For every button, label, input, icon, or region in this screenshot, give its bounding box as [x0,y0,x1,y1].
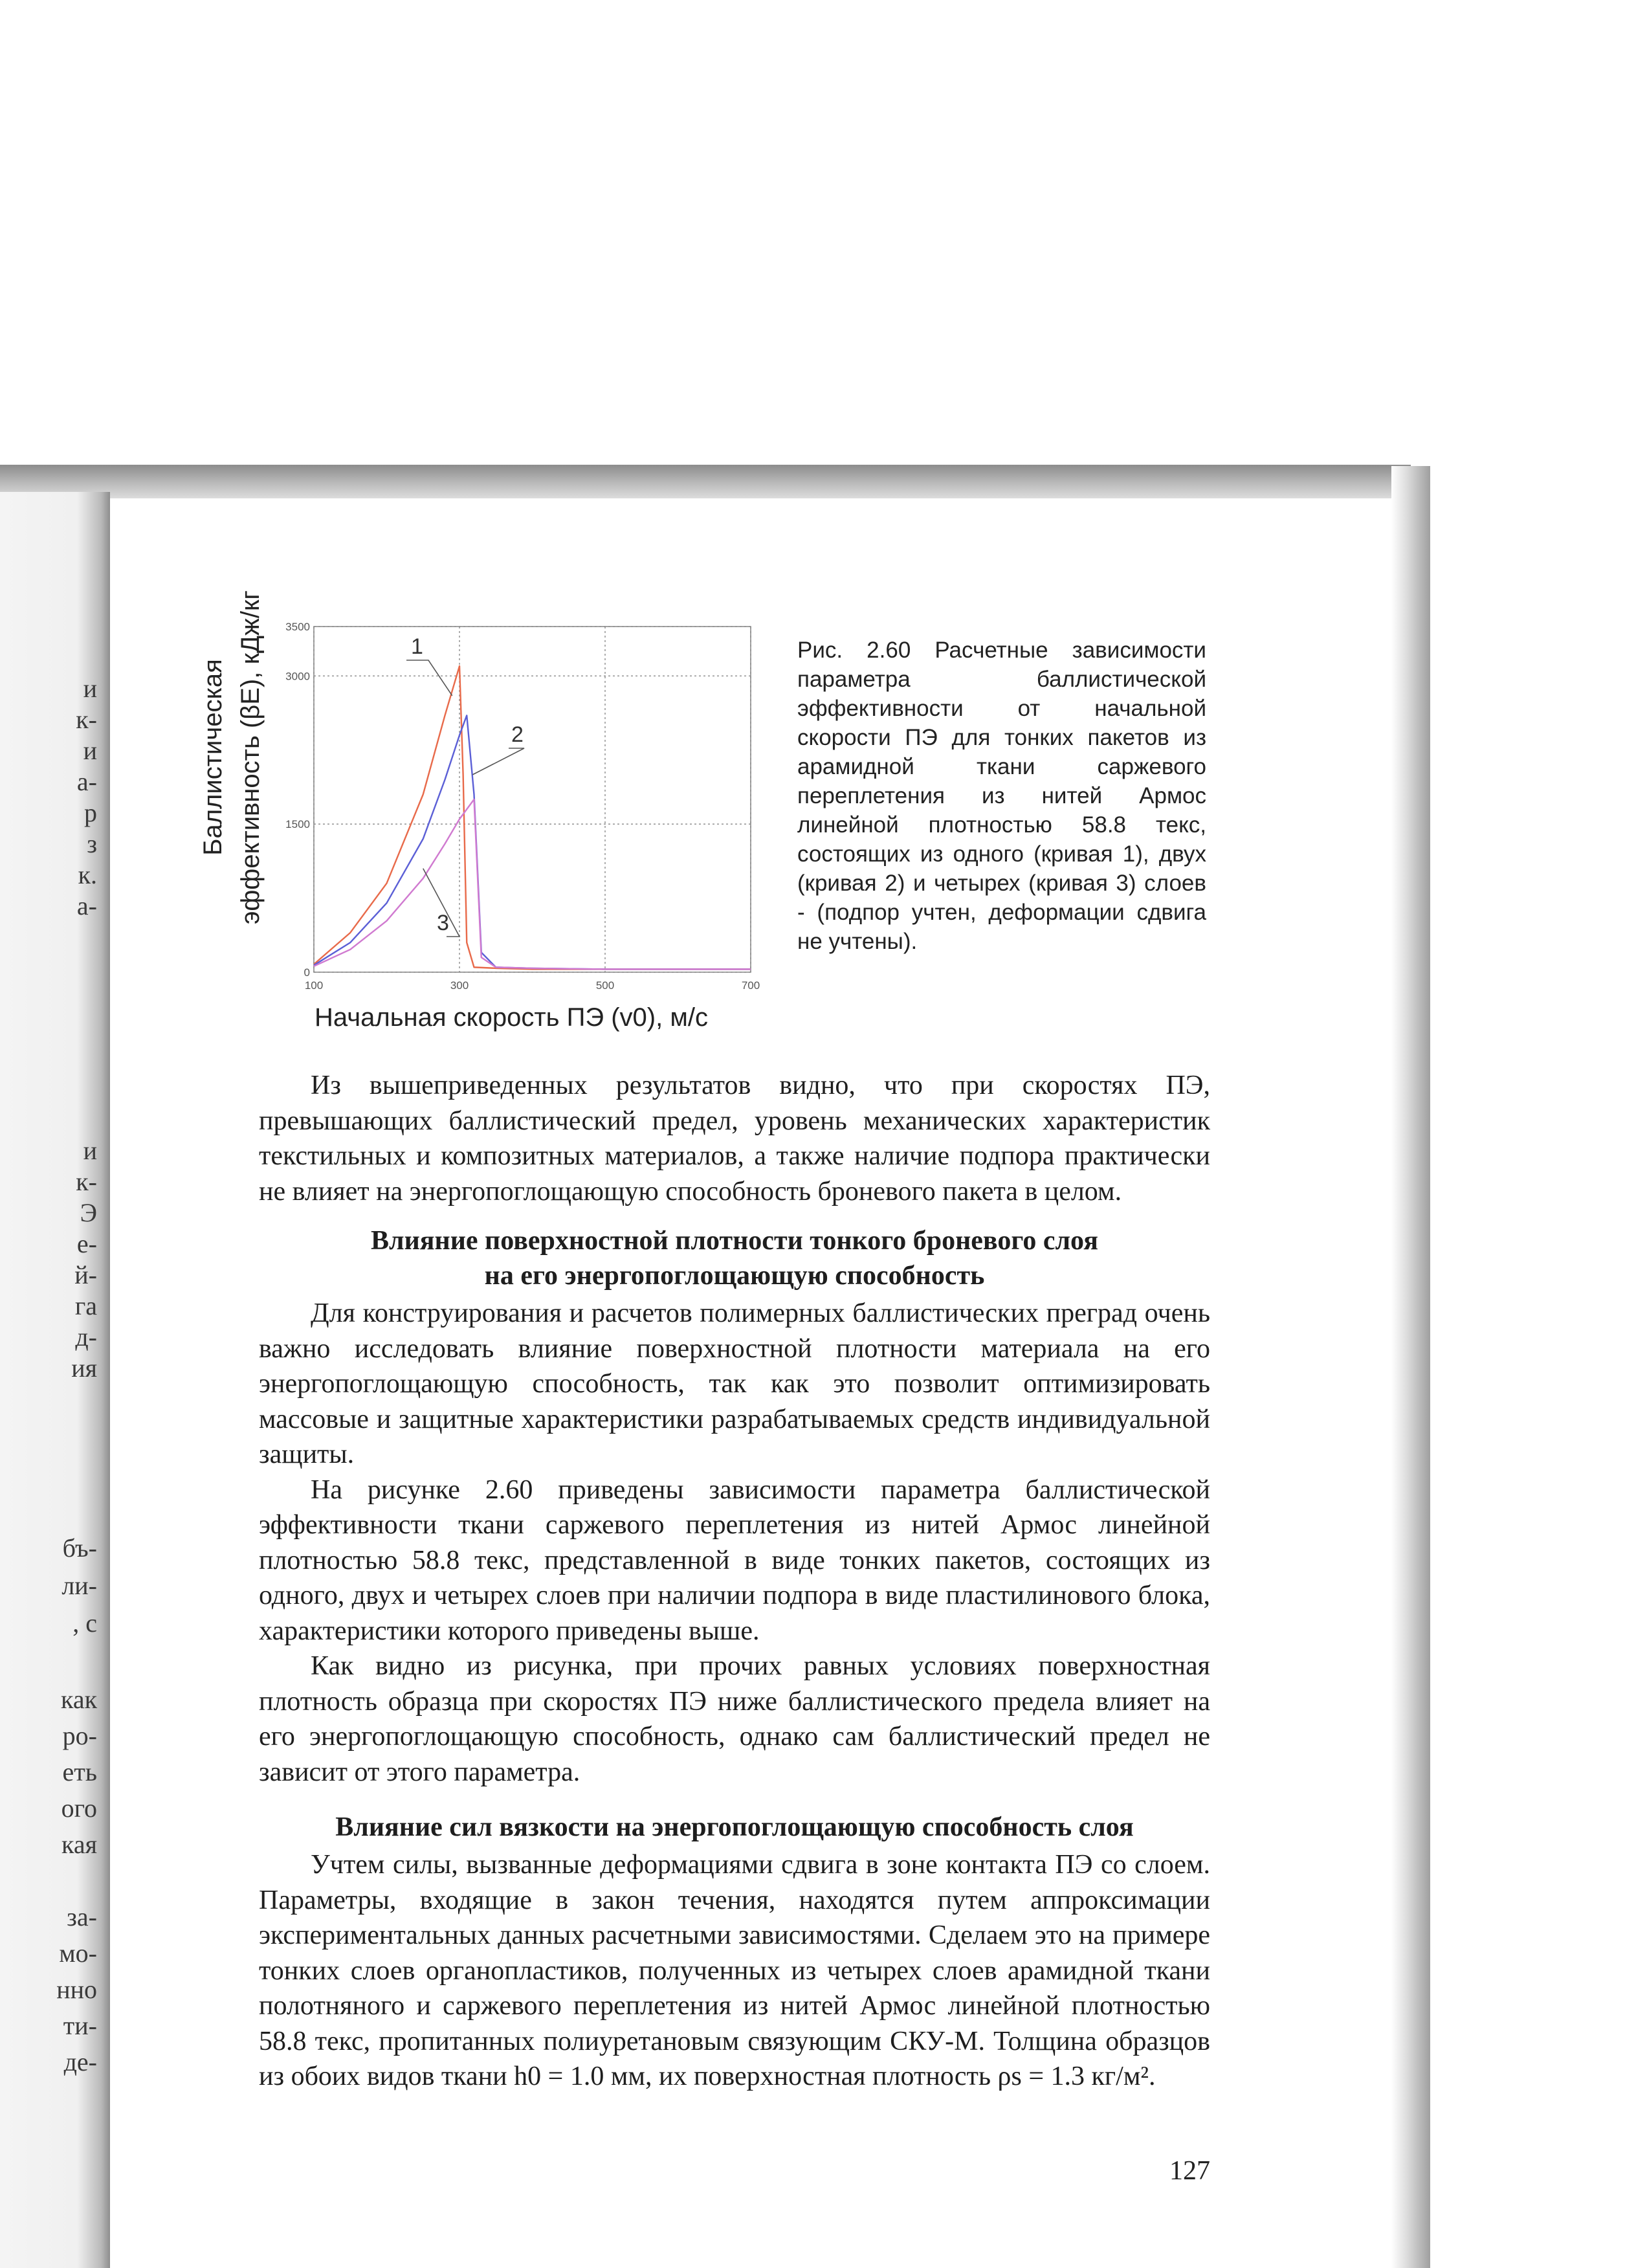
left-page-fragment: ия [71,1353,97,1383]
left-page-fragment: е- [76,1229,97,1258]
chart-x-tick-label: 500 [595,979,615,992]
left-page-fragments [0,0,97,2268]
section-viscosity-body [259,1847,1210,2095]
chart-curve-label-3: 3 [437,911,449,935]
chart-y-axis-label-line1: Баллистическая [199,659,227,856]
paragraph-4: Как видно из рисунка, при прочих равных условиях поверхностная плотность образца при скоростях ПЭ ниже баллистического предела влияет на его энергопоглощающую способность, однако сам баллистический предел не зависит от этого параметра. [259,1651,1210,1787]
chart-series-1 [314,666,751,969]
heading-1-line-1: Влияние поверхностной плотности тонкого броневого слоя [371,1226,1098,1256]
chart [188,615,770,1055]
left-page-fragment: нно [56,1975,97,2004]
left-page-fragment: ли- [61,1571,97,1600]
left-page-fragment: кая [61,1830,97,1859]
chart-y-tick-label: 3000 [285,670,310,683]
left-page-fragment: , с [72,1608,97,1638]
paragraph-results [259,1068,1210,1209]
left-page-fragment: Э [80,1198,97,1227]
paragraph-2: Для конструирования и расчетов полимерных баллистических преград очень важно исследовать влияние поверхностной плотности материала на его энергопоглощающую способность, так как это позволит оптимизировать массовые и защитные характеристики разрабатываемых средств индивидуальной защиты. [259,1298,1210,1469]
chart-y-axis-label-line2: эффективность (βE), кДж/кг [236,590,265,925]
chart-series-3 [314,799,751,969]
left-page-fragment: как [60,1685,97,1714]
left-page-fragment: еть [62,1757,97,1786]
chart-x-tick-label: 100 [304,979,324,992]
left-page-fragment: к- [76,1167,97,1196]
left-page-fragment: и [83,674,97,703]
left-page-fragment: за- [67,1902,97,1931]
scan-shadow-top [0,465,1411,504]
left-page-fragment: з [87,829,97,858]
paragraph-3: На рисунке 2.60 приведены зависимости параметра баллистической эффективности ткани саржевого переплетения из нитей Армос линейной плотностью 58.8 текс, представленной в виде тонких пакетов, состоящих из одного, двух и четырех слоев при наличии подпора в виде пластилинового блока, характеристики которого приведены выше. [259,1474,1210,1646]
left-page-fragment: мо- [59,1939,97,1968]
chart-series-2 [314,715,751,969]
chart-curve-label-2: 2 [511,722,524,747]
paragraph-5: Учтем силы, вызванные деформациями сдвига в зоне контакта ПЭ со слоем. Параметры, входящие в закон течения, находятся путем аппроксимации экспериментальных данных расчетными зависимостями. Сделаем это на примере тонких слоев органопластиков, полученных из четырех слоев арамидной ткани полотняного и саржевого переплетения из нитей Армос линейной плотностью 58.8 текс, пропитанных полиуретановым связующим СКУ-М. Толщина образцов из обоих видов ткани h0 = 1.0 мм, их поверхностная плотность ρs = 1.3 кг/м². [259,1850,1210,2091]
chart-x-tick-label: 700 [741,979,760,992]
left-page-fragment: де- [63,2047,97,2076]
section-heading-surface-density [259,1223,1210,1293]
section-heading-viscosity: Влияние сил вязкости на энергопоглощающую способность слоя [335,1812,1134,1842]
chart-x-tick-label: 300 [450,979,469,992]
left-page-fragment: а- [76,767,97,796]
left-page-fragment: ого [61,1794,97,1823]
chart-y-tick-label: 0 [304,966,310,979]
left-page-fragment: и [83,736,97,765]
scan-right-margin [1430,466,1636,2268]
paragraph-1: Из вышеприведенных результатов видно, что при скоростях ПЭ, превышающих баллистический предел, уровень механических характеристик текстильных и композитных материалов, а также наличие подпора практически не влияет на энергопоглощающую способность броневого пакета в целом. [259,1071,1210,1206]
chart-x-axis-label: Начальная скорость ПЭ (v0), м/с [315,1003,708,1032]
chart-y-axis-label [194,531,272,984]
left-page-fragment: ро- [62,1721,97,1750]
left-page-fragment: д- [75,1322,97,1351]
chart-curve-label-1: 1 [411,634,423,659]
section-surface-density-body [259,1296,1210,1790]
page-number: 127 [1169,2156,1210,2186]
chart-curve-label-leader [472,748,524,775]
left-page-fragment: ти- [63,2011,97,2040]
figure-caption: Рис. 2.60 Расчетные зависимости параметра баллистической эффективности от начальной скорости ПЭ для тонких пакетов из арамидной ткани саржевого переплетения из нитей Армос линейной плотностью 58.8 текс, состоящих из одного (кривая 1), двух (кривая 2) и четырех (кривая 3) слоев - (подпор учтен, деформации сдвига не учтены). [797,638,1206,954]
chart-y-tick-label: 1500 [285,818,310,831]
left-page-fragment: к- [76,705,97,734]
chart-curve-label-leader [406,660,452,696]
left-page-fragment: и [83,1136,97,1165]
left-page-fragment: га [74,1291,97,1320]
scan-right-edge [1391,466,1430,2268]
left-page-fragment: к. [78,860,97,889]
left-page-fragment: р [84,798,97,827]
left-page-fragment: й- [74,1260,97,1289]
chart-y-tick-label: 3500 [285,621,310,633]
left-page-fragment: а- [76,891,97,920]
chart-frame [314,627,751,972]
heading-1-line-2: на его энергопоглощающую способность [484,1261,985,1291]
left-page-fragment: бъ- [62,1533,97,1562]
